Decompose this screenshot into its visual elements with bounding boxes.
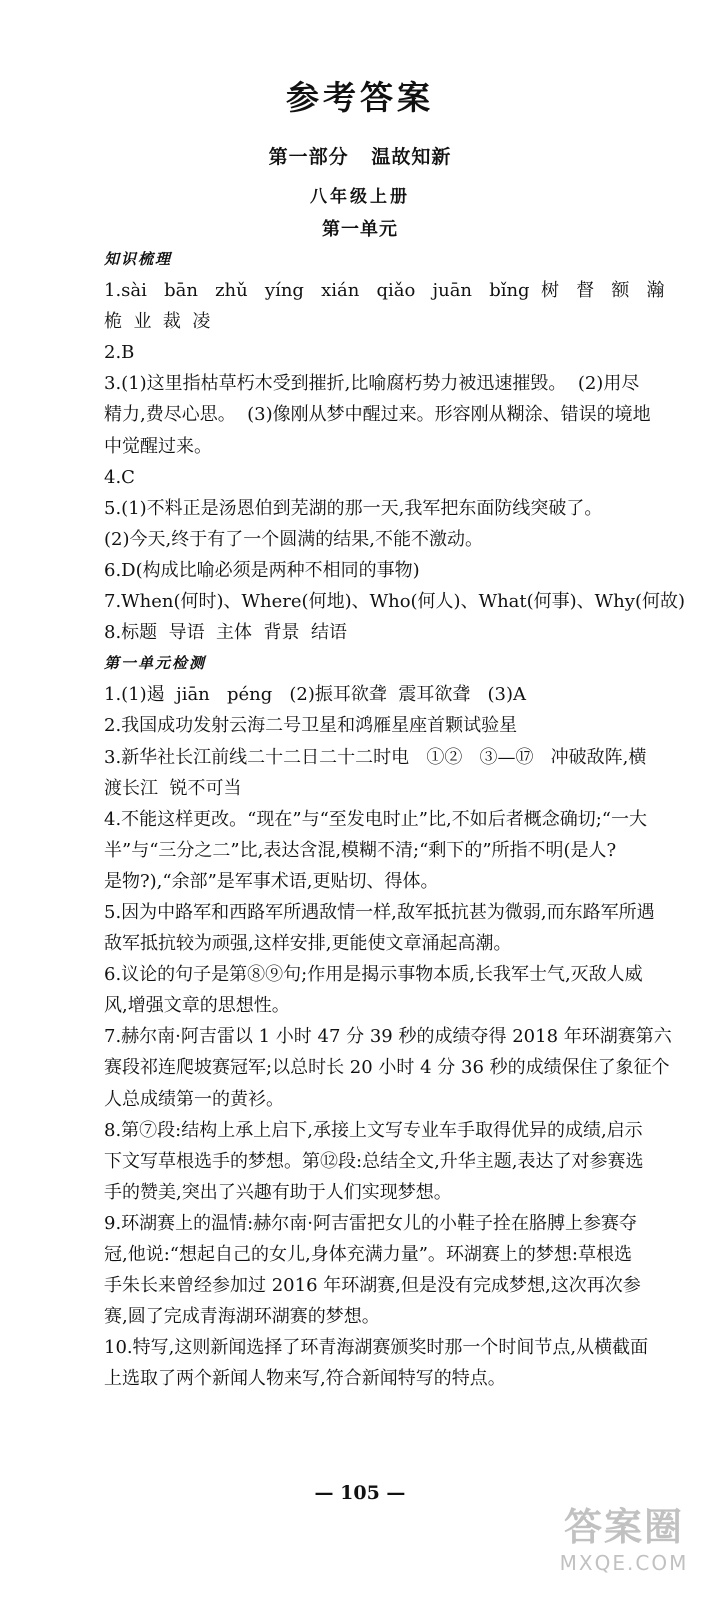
answer-line: 2.我国成功发射云海二号卫星和鸿雁星座首颗试验星 <box>104 715 518 737</box>
part-heading: 第一部分 温故知新 <box>268 146 452 168</box>
answer-line: 渡长江 锐不可当 <box>104 777 242 799</box>
answer-line: 7.赫尔南·阿吉雷以 1 小时 47 分 39 秒的成绩夺得 2018 年环湖赛第六 <box>104 1026 672 1048</box>
answer-line: 8.标题 导语 主体 背景 结语 <box>104 622 347 644</box>
answer-line: 1.(1)遏 jiān péng (2)振耳欲聋 震耳欲聋 (3)A <box>104 684 526 706</box>
answer-line: 3.(1)这里指枯草朽木受到摧折,比喻腐朽势力被迅速摧毁。 (2)用尽 <box>104 373 640 395</box>
answer-line: 敌军抵抗较为顽强,这样安排,更能使文章涌起高潮。 <box>104 933 512 955</box>
page-number: — 105 — <box>314 1482 406 1504</box>
section-heading: 第一单元检测 <box>104 654 207 673</box>
answer-line: 10.特写,这则新闻选择了环青海湖赛颁奖时那一个时间节点,从横截面 <box>104 1337 649 1359</box>
answer-line: 半”与“三分之二”比,表达含混,模糊不清;“剩下的”所指不明(是人? <box>104 839 617 861</box>
answer-line: 冠,他说:“想起自己的女儿,身体充满力量”。环湖赛上的梦想:草根选 <box>104 1244 632 1265</box>
answer-line: 精力,费尽心思。 (3)像刚从梦中醒过来。形容刚从糊涂、错误的境地 <box>104 404 651 426</box>
answer-line: 风,增强文章的思想性。 <box>104 995 290 1017</box>
answer-line: 2.B <box>104 342 135 364</box>
answer-line: 人总成绩第一的黄衫。 <box>104 1088 284 1110</box>
answer-line: 4.C <box>104 466 135 488</box>
answer-line: 9.环湖赛上的温情:赫尔南·阿吉雷把女儿的小鞋子拴在胳膊上参赛夺 <box>104 1212 637 1234</box>
answer-line: 上选取了两个新闻人物来写,符合新闻特写的特点。 <box>104 1368 506 1390</box>
answer-line: 6.议论的句子是第⑧⑨句;作用是揭示事物本质,长我军士气,灭敌人威 <box>104 964 643 986</box>
answer-line: 赛段祁连爬坡赛冠军;以总时长 20 小时 4 分 36 秒的成绩保住了象征个 <box>104 1057 670 1079</box>
watermark-domain: MXQE.COM <box>559 1551 689 1575</box>
answer-line: 下文写草根选手的梦想。第⑫段:总结全文,升华主题,表达了对参赛选 <box>104 1150 644 1172</box>
watermark-text: 答案圈 <box>563 1505 684 1549</box>
answer-line: 8.第⑦段:结构上承上启下,承接上文写专业车手取得优异的成绩,启示 <box>104 1119 643 1141</box>
answer-line: 7.When(何时)、Where(何地)、Who(何人)、What(何事)、Why(何故) <box>104 591 685 613</box>
answer-line: 手朱长来曾经参加过 2016 年环湖赛,但是没有完成梦想,这次再次参 <box>104 1275 641 1297</box>
answer-line: 1.sài bān zhǔ yíng xián qiǎo juān bǐng 树 督 额 瀚 <box>104 280 665 302</box>
answer-line: 4.不能这样更改。“现在”与“至发电时止”比,不如后者概念确切;“一大 <box>104 808 647 830</box>
section-heading: 知识梳理 <box>104 250 173 268</box>
answer-line: 6.D(构成比喻必须是两种不相同的事物) <box>104 559 420 581</box>
page-title: 参考答案 <box>286 78 434 117</box>
unit-heading: 第一单元 <box>322 219 398 240</box>
answer-line: (2)今天,终于有了一个圆满的结果,不能不激动。 <box>104 528 483 550</box>
answer-line: 赛,圆了完成青海湖环湖赛的梦想。 <box>104 1306 380 1328</box>
answer-line: 中觉醒过来。 <box>104 435 212 457</box>
answer-line: 手的赞美,突出了兴趣有助于人们实现梦想。 <box>104 1181 452 1203</box>
answer-line: 5.因为中路军和西路军所遇敌情一样,敌军抵抗甚为微弱,而东路军所遇 <box>104 901 655 923</box>
grade-heading: 八年级上册 <box>310 187 410 207</box>
answer-line: 3.新华社长江前线二十二日二十二时电 ①② ③—⑰ 冲破敌阵,横 <box>104 746 647 768</box>
answer-line: 桅 业 裁 凌 <box>104 311 211 333</box>
watermark-logo <box>554 1496 694 1586</box>
answer-line: 5.(1)不料正是汤恩伯到芜湖的那一天,我军把东面防线突破了。 <box>104 497 603 519</box>
answer-line: 是物?),“余部”是军事术语,更贴切、得体。 <box>104 870 439 892</box>
answer-body <box>104 244 704 1394</box>
